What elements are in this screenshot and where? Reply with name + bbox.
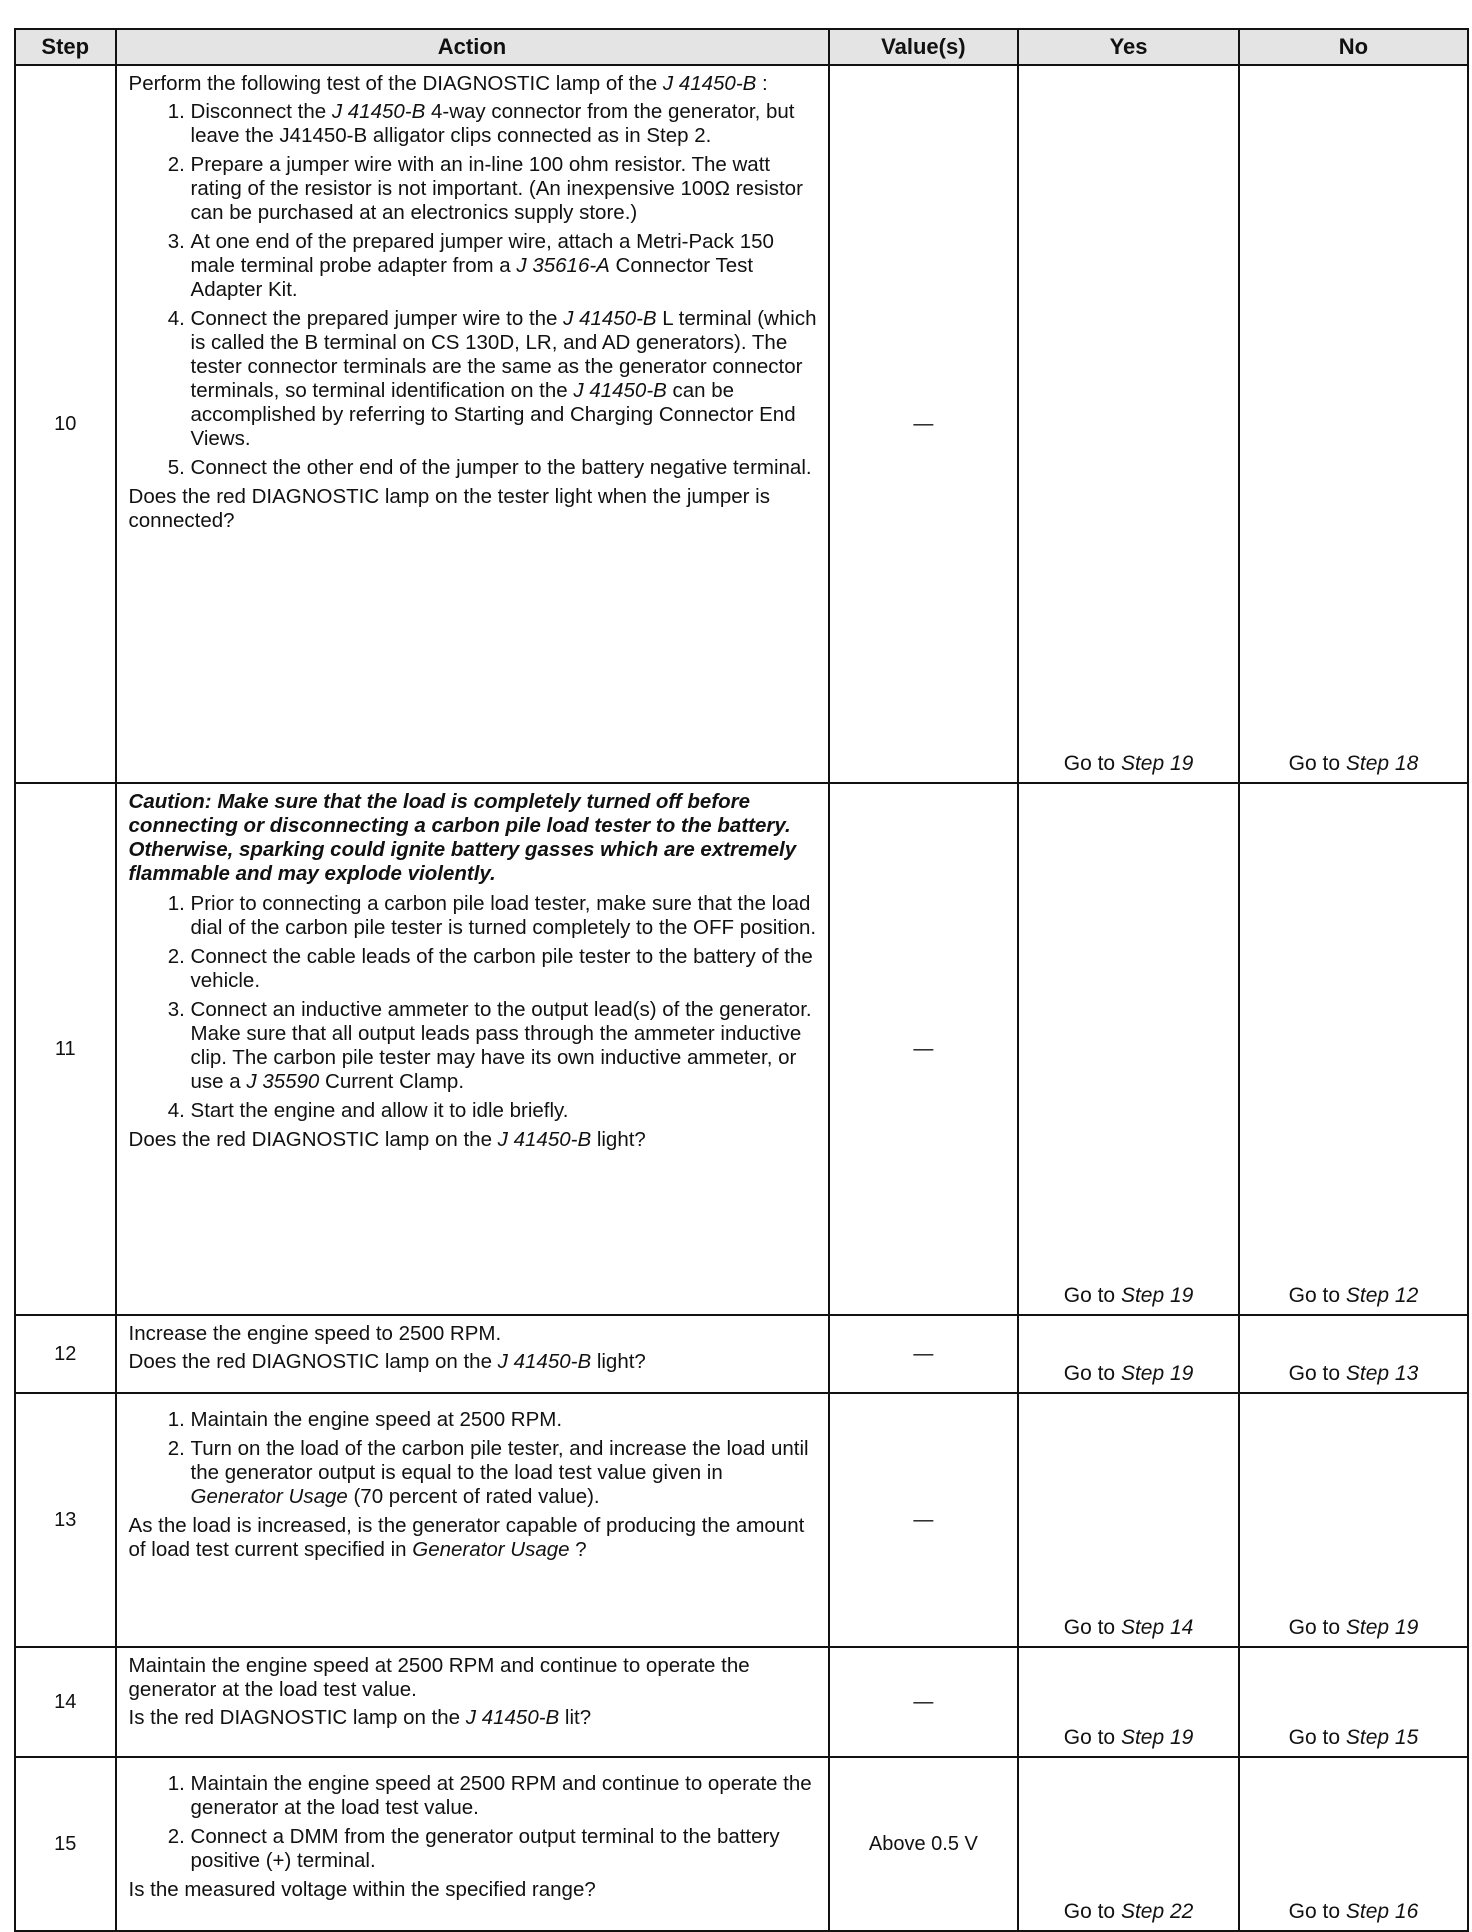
no-link[interactable]: Go to Step 13 — [1239, 1315, 1468, 1393]
value-cell: — — [829, 1647, 1019, 1757]
header-row — [15, 29, 1468, 65]
action-question: As the load is increased, is the generator capable of producing the amount of load test current specified in Generator Usage ? — [128, 1514, 805, 1561]
list-item: 3. Connect an inductive ammeter to the output lead(s) of the generator. Make sure that all output leads pass through the ammeter inductive clip. The carbon pile tester may have its own inductive ammeter, or use a J 35590 Current Clamp. — [191, 998, 818, 1094]
caution-note: Caution: Make sure that the load is completely turned off before connecting or disconnecting a carbon pile load tester to the battery. Otherwise, sparking could ignite battery gasses which are extremely flammable and may explode violently. — [128, 790, 797, 885]
table-row — [15, 783, 1468, 1315]
action-question: Is the measured voltage within the specified range? — [128, 1878, 596, 1901]
table-row — [15, 65, 1468, 783]
action-text: Maintain the engine speed at 2500 RPM and continue to operate the generator at the load test value. — [128, 1654, 750, 1701]
yes-link[interactable]: Go to Step 22 — [1018, 1757, 1239, 1931]
value-cell: — — [829, 1393, 1019, 1647]
header-values: Value(s) — [829, 29, 1019, 65]
yes-link[interactable]: Go to Step 19 — [1018, 1315, 1239, 1393]
table-row — [15, 1315, 1468, 1393]
action-text: Increase the engine speed to 2500 RPM. — [128, 1322, 502, 1345]
action-cell — [116, 65, 829, 783]
yes-link[interactable]: Go to Step 19 — [1018, 1647, 1239, 1757]
no-link[interactable]: Go to Step 15 — [1239, 1647, 1468, 1757]
header-step: Step — [15, 29, 116, 65]
list-item: 1. Maintain the engine speed at 2500 RPM and continue to operate the generator at the load test value. — [191, 1772, 818, 1820]
list-item: 4. Connect the prepared jumper wire to the J 41450-B L terminal (which is called the B terminal on CS 130D, LR, and AD generators). The tester connector terminals are the same as the generator connector terminals, so terminal identification on the J 41450-B can be accomplished by referring to Starting and Charging Connector End Views. — [191, 307, 818, 451]
action-cell — [116, 1315, 829, 1393]
value-cell: — — [829, 783, 1019, 1315]
list-item: 3. At one end of the prepared jumper wire, attach a Metri-Pack 150 male terminal probe adapter from a J 35616-A Connector Test Adapter Kit. — [191, 230, 818, 302]
action-steps — [129, 100, 818, 480]
value-cell: — — [829, 65, 1019, 783]
action-cell — [116, 1393, 829, 1647]
no-link[interactable]: Go to Step 16 — [1239, 1757, 1468, 1931]
action-steps — [129, 892, 818, 1123]
list-item: 5. Connect the other end of the jumper to the battery negative terminal. — [191, 456, 818, 480]
action-intro: Perform the following test of the DIAGNOSTIC lamp of the J 41450-B : — [128, 72, 768, 95]
diagnostic-table — [14, 28, 1469, 1932]
header-yes: Yes — [1018, 29, 1239, 65]
action-steps — [129, 1408, 818, 1509]
action-question: Is the red DIAGNOSTIC lamp on the J 41450-B lit? — [128, 1706, 592, 1729]
table-row — [15, 1393, 1468, 1647]
step-number: 11 — [15, 783, 116, 1315]
header-action: Action — [116, 29, 829, 65]
no-link[interactable]: Go to Step 18 — [1239, 65, 1468, 783]
list-item: 2. Prepare a jumper wire with an in-line 100 ohm resistor. The watt rating of the resistor is not important. (An inexpensive 100Ω resistor can be purchased at an electronics supply store.) — [191, 153, 818, 225]
list-item: 1. Disconnect the J 41450-B 4-way connector from the generator, but leave the J41450-B alligator clips connected as in Step 2. — [191, 100, 818, 148]
list-item: 2. Turn on the load of the carbon pile tester, and increase the load until the generator output is equal to the load test value given in Generator Usage (70 percent of rated value). — [191, 1437, 818, 1509]
action-question: Does the red DIAGNOSTIC lamp on the J 41450-B light? — [128, 1128, 646, 1151]
list-item: 2. Connect the cable leads of the carbon pile tester to the battery of the vehicle. — [191, 945, 818, 993]
action-question: Does the red DIAGNOSTIC lamp on the J 41450-B light? — [128, 1350, 646, 1373]
value-cell: — — [829, 1315, 1019, 1393]
yes-link[interactable]: Go to Step 14 — [1018, 1393, 1239, 1647]
list-item: 4. Start the engine and allow it to idle briefly. — [191, 1099, 818, 1123]
header-no: No — [1239, 29, 1468, 65]
step-number: 15 — [15, 1757, 116, 1931]
action-cell — [116, 783, 829, 1315]
value-cell: Above 0.5 V — [829, 1757, 1019, 1931]
table-row — [15, 1647, 1468, 1757]
action-question: Does the red DIAGNOSTIC lamp on the tester light when the jumper is connected? — [128, 485, 770, 532]
diagnostic-document — [14, 28, 1469, 1932]
list-item: 1. Maintain the engine speed at 2500 RPM. — [191, 1408, 818, 1432]
step-number: 14 — [15, 1647, 116, 1757]
action-steps — [129, 1772, 818, 1873]
list-item: 1. Prior to connecting a carbon pile load tester, make sure that the load dial of the carbon pile tester is turned completely to the OFF position. — [191, 892, 818, 940]
action-cell — [116, 1757, 829, 1931]
table-row — [15, 1757, 1468, 1931]
yes-link[interactable]: Go to Step 19 — [1018, 65, 1239, 783]
no-link[interactable]: Go to Step 12 — [1239, 783, 1468, 1315]
action-cell — [116, 1647, 829, 1757]
step-number: 10 — [15, 65, 116, 783]
list-item: 2. Connect a DMM from the generator output terminal to the battery positive (+) terminal. — [191, 1825, 818, 1873]
yes-link[interactable]: Go to Step 19 — [1018, 783, 1239, 1315]
step-number: 12 — [15, 1315, 116, 1393]
step-number: 13 — [15, 1393, 116, 1647]
no-link[interactable]: Go to Step 19 — [1239, 1393, 1468, 1647]
